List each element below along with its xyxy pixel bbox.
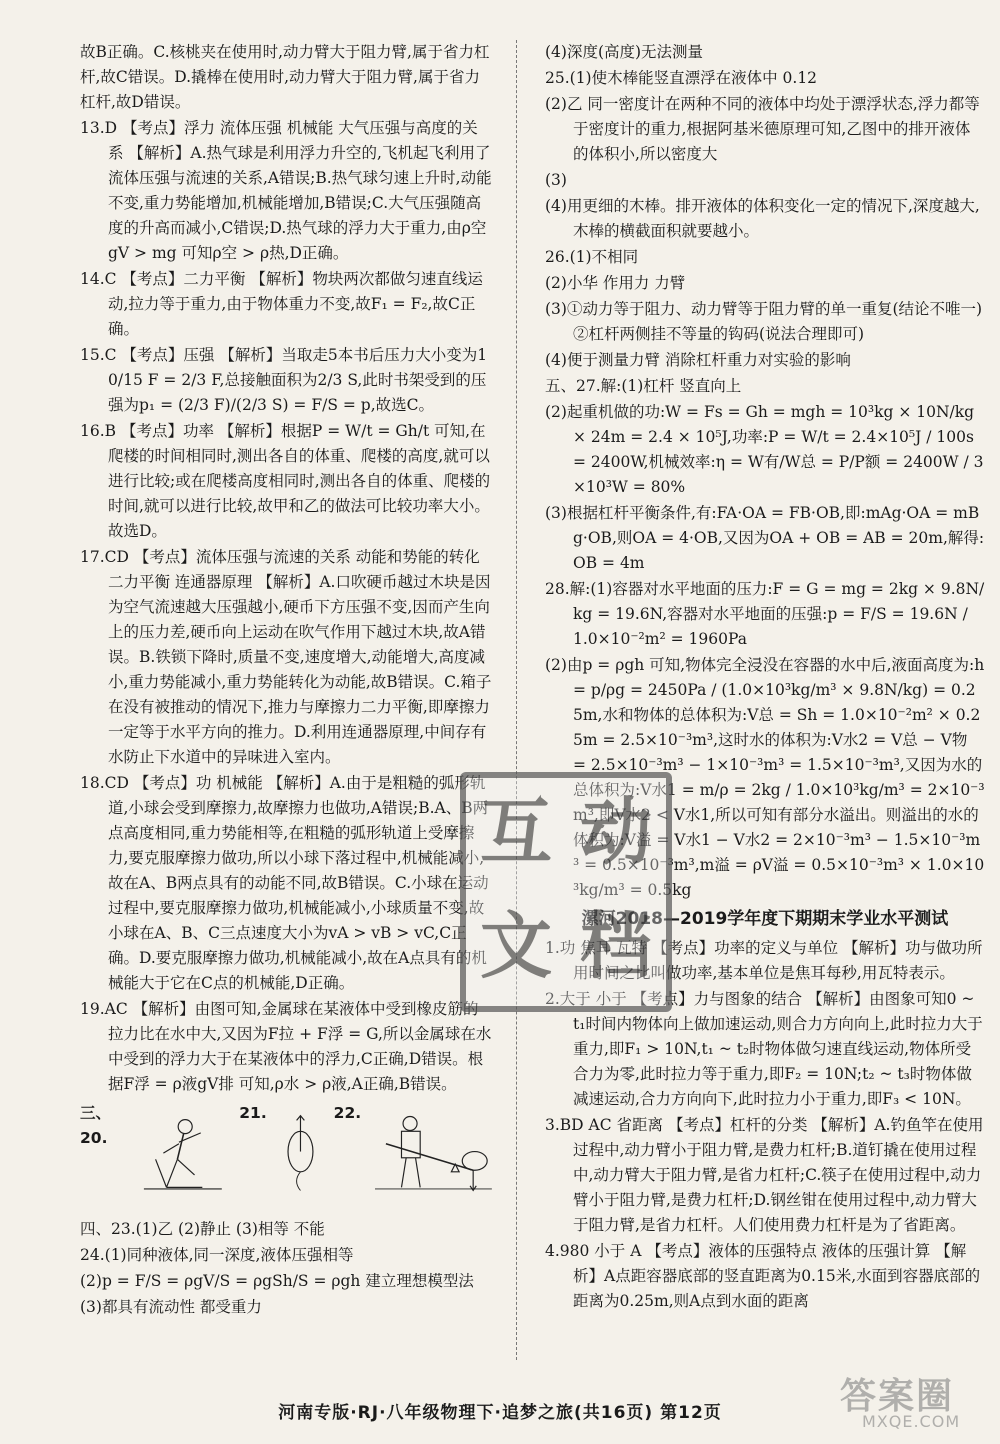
lever-figure [375,1101,492,1206]
answer-25-2: (2)乙 同一密度计在两种不同的液体中均处于漂浮状态,浮力都等于密度计的重力,根据阿基米德原理可知,乙图中的排开液体的体积小,所以密度大 [545,95,980,163]
section-heading: 漯河2018—2019学年度下期期末学业水平测试 [581,909,949,929]
answer-26-3: (3)①动力等于阻力、动力臂等于阻力臂的单一重复(结论不唯一)②杠杆两侧挂不等量的钩码(说法合理即可) [545,300,983,343]
answer-28-1: 28.解:(1)容器对水平地面的压力:F = G = mg = 2kg × 9.8N/kg = 19.6N,容器对水平地面的压强:p = F/S = 19.6N / 1.0×10⁻²m² = 1960Pa [545,580,985,648]
answer-new-2: 2.大于 小于 【考点】力与图象的结合 【解析】由图象可知0 ~ t₁时间内物体向上做加速运动,则合力方向向上,此时拉力大于重力,即F₁ > 10N,t₁ ~ t₂时物体做匀速直线运动,物体所受合力为零,此时拉力等于重力,即F₂ = 10N;t₂ ~ t₃时物体做减速运动,合力方向向下,此时拉力小于重力,即F₃ < 10N。 [545,990,983,1108]
answer-28-2: (2)由p = ρgh 可知,物体完全浸没在容器的水中后,液面高度为:h = p/ρg = 2450Pa / (1.0×10³kg/m³ × 9.8N/kg) = 0.25m,水和物体的总体积为:V总 = Sh = 1.0×10⁻²m² × 0.25m = 2.5×10⁻³m³,这时水的体积为:V水2 = V总 − V物 = 2.5×10⁻³m³ − 1×10⁻³m³ = 1.5×10⁻³m³,又因为水的总体积为:V水1 = m/ρ = 2kg / 1.0×10³kg/m³ = 2×10⁻³m³,即V水2 < V水1,所以可知有部分水溢出。则溢出的水的体积为:V溢 = V水1 − V水2 = 2×10⁻³m³ − 1.5×10⁻³m³ = 0.5×10⁻³m³,m溢 = ρV溢 = 0.5×10⁻³m³ × 1.0×10³kg/m³ = 0.5kg [545,656,985,899]
answer-25-4: (4)用更细的木棒。排开液体的体积变化一定的情况下,深度越大,木棒的横截面积就要越小。 [545,197,980,240]
answer-26-2: (2)小华 作用力 力臂 [545,274,686,292]
stamp-char: 档 [579,904,652,988]
answer-25-3: (3) [545,171,567,189]
figure-label-22: 22. [333,1104,362,1122]
balloon-figure [281,1101,320,1206]
answer-new-4: 4.980 小于 A 【考点】液体的压强特点 液体的压强计算 【解析】A点距容器底部的竖直距离为0.15米,水面到容器底部的距离为0.25m,则A点到水面的距离 [545,1242,981,1310]
answer-text: 故B正确。C.核桃夹在使用时,动力臂大于阻力臂,属于省力杠杆,故C错误。D.撬棒在使用时,动力臂大于阻力臂,属于省力杠杆,故D错误。 [80,43,490,111]
figure-label-21: 21. [239,1104,267,1122]
figure-row [80,1101,492,1211]
corner-watermark-logo [832,1368,992,1438]
answer-24-2: (2)p = F/S = ρgV/S = ρgSh/S = ρgh 建立理想模型法 [80,1272,474,1290]
answer-17: 17.CD 【考点】流体压强与流速的关系 动能和势能的转化 二力平衡 连通器原理 【解析】A.口吹硬币越过木块是因为空气流速越大压强越小,硬币下方压强不变,因而产生向上的压力差,硬币向上运动在吹气作用下越过木块,故A错误。B.铁锁下降时,质量不变,速度增大,动能增大,高度减小,重力势能减小,重力势能转化为动能,故B错误。C.箱子在没有被推动的情况下,推力与摩擦力二力平衡,即摩擦力一定等于水平方向的推力。D.利用连通器原理,中间存有水防止下水道中的异味进入室内。 [80,548,492,766]
stamp-char: 互 [479,790,552,874]
answer-24-4: (4)深度(高度)无法测量 [545,43,704,61]
answer-24-3: (3)都具有流动性 都受重力 [80,1298,262,1316]
answer-13: 13.D 【考点】浮力 流体压强 机械能 大气压强与高度的关系 【解析】A.热气球是利用浮力升空的,飞机起飞利用了流体压强与流速的关系,A错误;B.热气球匀速上升时,动能不变,重力势能增加,机械能增加,B错误;C.大气压强随高度的升高而减小,C错误;D.热气球的浮力大于重力,由ρ空gV > mg 可知ρ空 > ρ热,D正确。 [80,119,492,262]
answer-25-1: 25.(1)使木棒能竖直漂浮在液体中 0.12 [545,69,818,87]
watermark-url: MXQE.COM [862,1412,961,1431]
answer-27-2: (2)起重机做的功:W = Fs = Gh = mgh = 10³kg × 10N/kg × 24m = 2.4 × 10⁵J,功率:P = W/t = 2.4×10⁵J / 100s = 2400W,机械效率:η = W有/W总 = P/P额 = 2400W / 3×10³W = 80% [545,403,984,496]
stamp-char: 动 [579,790,652,874]
page-footer: 河南专版·RJ·八年级物理下·追梦之旅(共16页) 第12页 [278,1403,722,1423]
stamp-watermark [460,772,672,1012]
answer-26-4: (4)便于测量力臂 消除杠杆重力对实验的影响 [545,351,851,369]
figure-label-20: 三、20. [80,1104,112,1147]
answer-24: 24.(1)同种液体,同一深度,液体压强相等 [80,1246,354,1264]
answer-26-1: 26.(1)不相同 [545,248,639,266]
answer-new-3: 3.BD AC 省距离 【考点】杠杆的分类 【解析】A.钓鱼竿在使用过程中,动力臂小于阻力臂,是费力杠杆;B.道钉撬在使用过程中,动力臂大于阻力臂,是省力杠杆;C.筷子在使用过程中,动力臂小于阻力臂,是费力杠杆;D.钢丝钳在使用过程中,动力臂大于阻力臂,是省力杠杆。人们使用费力杠杆是为了省距离。 [545,1116,984,1234]
answer-new-1: 1.功 焦耳 瓦特 【考点】功率的定义与单位 【解析】功与做功所用时间之比叫做功率,基本单位是焦耳每秒,用瓦特表示。 [545,939,983,982]
answer-14: 14.C 【考点】二力平衡 【解析】物块两次都做匀速直线运动,拉力等于重力,由于物体重力不变,故F₁ = F₂,故C正确。 [80,270,483,338]
answer-16: 16.B 【考点】功率 【解析】根据P = W/t = Gh/t 可知,在爬楼的时间相同时,测出各自的体重、爬楼的高度,就可以进行比较;或在爬楼高度相同时,测出各自的体重、爬楼的时间,就可以进行比较,故甲和乙的做法可比较功率大小。故选D。 [80,422,491,540]
right-column [545,40,985,1315]
answer-19: 19.AC 【解析】由图可知,金属球在某液体中受到橡皮筋的拉力比在水中大,又因为F拉 + F浮 = G,所以金属球在水中受到的浮力大于在某液体中的浮力,C正确,D错误。根据F浮 = ρ液gV排 可知,ρ水 > ρ液,A正确,B错误。 [80,1000,492,1093]
answer-18: 18.CD 【考点】功 机械能 【解析】A.由于是粗糙的弧形轨道,小球会受到摩擦力,故摩擦力也做功,A错误;B.A、B两点高度相同,重力势能相等,在粗糙的弧形轨道上受摩擦力,要克服摩擦力做功,所以小球下落过程中,机械能减小,故在A、B两点具有的动能不同,故B错误。C.小球在运动过程中,要克服摩擦力做功,机械能减小,小球质量不变,故小球在A、B、C三点速度大小为vA > vB > vC,C正确。D.要克服摩擦力做功,机械能减小,故在A点具有的机械能大于它在C点的机械能,D正确。 [80,774,489,992]
answer-15: 15.C 【考点】压强 【解析】当取走5本书后压力大小变为10/15 F = 2/3 F,总接触面积为2/3 S,此时书架受到的压强为p₁ = (2/3 F)/(2/3 S) = F/S = p,故选C。 [80,346,488,414]
answer-27-1: 五、27.解:(1)杠杆 竖直向上 [545,377,742,395]
answer-27-3: (3)根据杠杆平衡条件,有:FA·OA = FB·OB,即:mAg·OA = mBg·OB,则OA = 4·OB,又因为OA + OB = AB = 20m,解得:OB = 4m [545,504,985,572]
left-column [80,40,492,1321]
stamp-char: 文 [479,904,552,988]
runner-figure [140,1101,226,1206]
column-divider [516,40,517,1360]
answer-23: 四、23.(1)乙 (2)静止 (3)相等 不能 [80,1220,325,1238]
watermark-brand: 答案圈 [840,1376,955,1417]
